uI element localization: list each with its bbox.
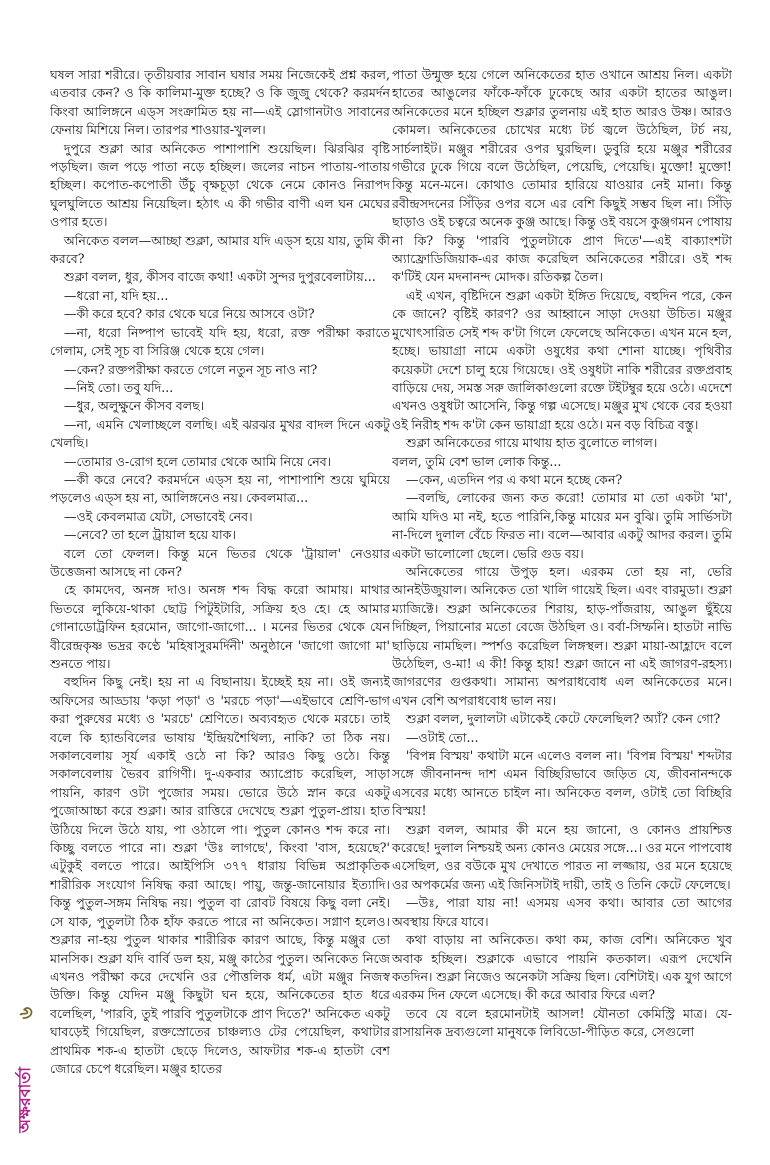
paragraph: শুক্লা অনিকেতের গায়ে মাথায় হাত বুলোতে লাগল।: [405, 435, 658, 451]
paragraph: —ধরো না, যদি হয়...: [63, 287, 169, 303]
paragraph: —ওই কেবলমাত্র যেটা, সেভাবেই নেব।: [63, 508, 253, 524]
right-column: [392, 66, 732, 1146]
paragraph: এই এখন, বৃষ্টিদিনে শুক্লা একটা ইঙ্গিত দিয়েছে, বহুদিন পরে, কেন কে জানে? বৃষ্টিই কারণ? ওর আহ্বানে সাড়া দেওয়া উচিত। মঞ্জুর মুখোৎসারিত সেই শব্দ ক'টা গিলে ফেলেছে অনিকেত। এখন মনে হল, হচ্ছে। ভায়াগ্রা নামে একটা ওষুধের কথা শোনা যাচ্ছে। পৃথিবীর কয়েকটা দেশে চালু হয়ে গিয়েছে। ওই ওষুধটা নাকি শরীরের রক্তপ্রবাহ বাড়িয়ে দেয়, সমস্ত সরু জালিকাগুলো রক্তে টইটম্বুর হয়ে ওঠে। এদেশে এখনও ওষুধটা আসেনি, কিন্তু গল্প এসেছে। মঞ্জুর মুখ থেকে বের হওয়া ওই নিরীহ শব্দ ক'টা কেন ভায়াগ্রা হয়ে ওঠে। মন বড় বিচিত্র বস্তু।: [392, 287, 732, 432]
paragraph: বলে তো ফেলল। কিন্তু মনে ভিতর থেকে 'ট্রায়াল' নেওয়ার উত্তেজনা আসছে না কেন?: [50, 545, 390, 579]
page-margin: [14, 1000, 38, 1150]
magazine-name: অক্ষরবার্তা: [15, 1067, 34, 1133]
paragraph: —বলছি, লোকের জন্য কত করো! তোমার মা তো একটা 'মা', আমি যদিও মা নই, হতে পারিনি,কিন্তু মায়ের মন বুঝি। তুমি সার্ভিসটা না-দিলে দুলাল বেঁচে ফিরত না। বলে—আবার একটু আদর করল। তুমি একটা ভালোলো ছেলে। ভেরি গুড বয়।: [392, 490, 732, 561]
paragraph: বহুদিন কিছু নেই। হয় না এ বিছানায়। ইচ্ছেই হয় না। ওই জন্যই অফিসের আড্ডায় 'কড়া পড়া' ও 'মরচে পড়া'—এইভাবে শ্রেণি-ভাগ করা পুরুষের মধ্যে ও 'মরচে' শ্রেণিতে। অব্যবহৃত থেকে মরচে। তাই বলে কি হ্যান্ডবিলের ভাষায় 'ইন্দ্রিয়শৈথিল্য, নাকি? তা ঠিক নয়। সকালবেলায় সূর্য একাই ওঠে না কি? আরও কিছু ওঠে। কিন্তু সকালবেলায় ভৈরব রাগিণী। দু-একবার অ্যাপ্রোচ করেছিল, সাড়া পায়নি, কারণ ওটা পুজোর সময়। ভোরে উঠে স্নান করে একটু পুজোআচ্চা করে শুক্লা। আর রাত্তিরে দেখেছে শুক্লা পুতুল-প্রায়। হাত উঠিয়ে দিলে উঠে যায়, পা ওঠালে পা। পুতুল কোনও শব্দ করে না। কিচ্ছু বলতে পারে না। শুক্লা 'উঃ লাগছে', কিংবা 'বাস, হয়েছে?' এটুকুই বলতে পারে। আইপিসি ৩৭৭ ধারায় বিভিন্ন অপ্রাকৃতিক শারীরিক সংযোগ নিষিদ্ধ করা আছে। পায়ু, জন্তু-জানোয়ার ইত্যাদি। কিন্তু পুতুল-সঙ্গম নিষিদ্ধ নয়। পুতুল বা রোবট বিষয়ে কিছু বলা নেই। সে যাক, পুতুলটা ঠিক হাঁফ করতে পারে না অনিকেত। সগ্নাণ হলেও। শুক্লার না-হয় পুতুল থাকার শারীরিক কারণ আছে, কিন্তু মঞ্জুর তো মানসিক। শুক্লা যদি বাৰ্বি ডল হয়, মঞ্জু কাঠের পুতুল। অনিকেত নিজে এখনও পরীক্ষা করে দেখেনি ওর পৌত্তলিক ধর্ম, এটা মঞ্জুর নিজস্ব উক্তি। কিন্তু যেদিন মঞ্জু কিছুটা ঘন হয়ে, অনিকেতের হাত ধরে বলেছিল, 'পারবি, তুই পারবি পুতুলটাকে প্রাণ দিতে?' অনিকেত একটু ঘাবড়েই গিয়েছিল, রক্তস্রোতের চাঞ্চল্যও টের পেয়েছিল, কথাটার প্রাথমিক শক-এ হাতটা ছেড়ে দিলেও, আফটার শক-এ হাতটা বেশ জোরে চেপে ধরেছিল। মঞ্জুর হাতের: [50, 674, 390, 1076]
paragraph: 'বিপন্ন বিস্ময়' কথাটা মনে এলেও বলল না। 'বিপন্ন বিস্ময়' শব্দটার সঙ্গে জীবনানন্দ দাশ এমন বিচ্ছিরিভাবে জড়িত যে, জীবনানন্দকে এসবের মধ্যে আনতে চাইল না। অনিকেত বলল, ওটাই তো বিচ্ছিরি বিস্ময়!: [392, 748, 732, 819]
paragraph: —কেন? রক্তপরীক্ষা করতে গেলে নতুন সূচ নাও না?: [63, 361, 318, 377]
paragraph: পাতা উন্মুক্ত হয়ে গেলে অনিকেতের হাত ওখানে আশ্রয় নিল। একটা হাতের আঙুলের ফাঁকে-ফাঁকে ঢুকেছে আর একটা হাতের আঙুল। অনিকেতের মনে হচ্ছিল শুক্লার তুলনায় এই হাত আরও উষ্ণ। আরও কোমল। অনিকেতের চোখের মধ্যে টর্চ জ্বলে উঠেছিল, টর্চ নয়, সার্চলাইট। মঞ্জুর শরীরের ওপর ঘুরছিল। ডুবুরি হয়ে মঞ্জুর শরীরের গভীরে ঢুকে গিয়ে বলে উঠেছিল, পেয়েছি, পেয়েছি। মুক্তো! মুক্তো! কিন্তু মনে-মনে। কোথাও তোমার হারিয়ে যাওয়ার নেই মানা। কিন্তু রবীন্দ্রসদনের সিঁড়ির ওপর বসে এর বেশি কিছুই সম্ভব ছিল না। সিঁড়ি ছাড়াও ওই চত্বরে অনেক কুঞ্জ আছে। কিন্তু ওই বয়সে কুঞ্জগমন পোষায় না কি? কিন্তু 'পারবি পুতুলটাকে প্রাণ দিতে'—এই বাক্যাংশটা অ্যাফ্রোডিজিয়াক-এর কাজ করেছিল অনিকেতের শরীরে। ওই শব্দ ক'টিই যেন মদনানন্দ মোদক। রতিকল্প তৈল।: [392, 67, 732, 285]
paragraph: হে কামদেব, অনঙ্গ দাও। অনঙ্গ শব্দ বিদ্ধ করো আমায়। মাথার ভিতরে লুকিয়ে-থাকা ছোট্ট পিটুইটারি, সক্রিয় হও হে। হে আমার গোনাডোট্রফিন হরমোন, জাগো-জাগো... । মনের ভিতর থেকে যেন বীরেন্দ্রকৃষ্ণ ভদ্রর কণ্ঠে 'মহিষাসুরমর্দিনী' অনুষ্ঠানে 'জাগো জাগো মা' শুনতে পায়।: [50, 582, 390, 671]
paragraph: কথা বাড়ায় না অনিকেত। কথা কম, কাজ বেশি। অনিকেত খুব অবাক হচ্ছিল। শুক্লাকে এভাবে পায়নি কতকাল। এরূপ দেখেনি কতদিন। শুক্লা নিজেও অনেকটা সক্রিয় ছিল। বেশিটাই। এক যুগ আগে এরকম দিন ফেলে এসেছে। কী করে আবার ফিরে এল?: [392, 932, 732, 1003]
paragraph: —নিই তো। তবু যদি...: [63, 379, 174, 395]
left-column: [50, 66, 390, 1146]
paragraph: তবে যে বলে হরমোনটাই আসল! যৌনতা কেমিস্ট্রি মাত্র। যে-রাসায়নিক দ্রব্যগুলো মানুষকে লিবিডো-পীড়িত করে, সেগুলো: [392, 1005, 732, 1040]
paragraph: —না, এমনি খেলাচ্ছলে বলছি। এই ঝরঝর মুখর বাদল দিনে একটু খেলছি।: [50, 416, 390, 451]
paragraph: দুপুরে শুক্লা আর অনিকেত পাশাপাশি শুয়েছিল। ঝিরঝির বৃষ্টি পড়ছিল। জল পড়ে পাতা নড়ে হচ্ছিল। জলের নাচন পাতায়-পাতায় হচ্ছিল। কপোত-কপোতী উঁচু বৃক্ষচূড়া থেকে নেমে কোনও নিরাপদ ঘুলঘুলিতে আশ্রয় নিয়েছিল। হঠাৎ এ কী গভীর বাণী এল ঘন মেঘের ওপার হতে।: [50, 140, 390, 230]
paragraph: —নেবে? তা হলে ট্রায়াল হয়ে যাক।: [63, 527, 236, 543]
paragraph: অনিকেতের গায়ে উপুড় হল। এরকম তো হয় না, ভেরি আনইউজুয়াল। অনিকেত তো খালি গায়েই ছিল। এবং বারমুডা। শুক্লা ম্যাজিক্টে। শুক্লা অনিকেতের শিরায়, হাড়-পাঁজরায়, আঙুল ছুঁইয়ে দিচ্ছিল, পিয়ানোর মতো বেজে উঠছিল ও। বর্বা-সিম্ফনি। হাতটা নাভি ছাড়িয়ে নামছিল। স্পর্শও করেছিল লিঙ্গস্থল। শুক্লা মায়া-আহ্লাদে বলে উঠেছিল, ও-মা! এ কী! কিন্তু হায়! শুক্লা জানে না এই জাগরণ-রহস্য। জাগরণের গুপ্তকথা। সামান্য অপরাধবোধ এল অনিকেতের মনে। এখন বেশি অপরাধবোধ ভাল নয়।: [392, 563, 732, 708]
paragraph: —উঃ, পারা যায় না! এসময় এসব কথা। আবার তো আগের অবস্থায় ফিরে যাবে।: [392, 895, 732, 929]
paragraph: —না, ধরো নিষ্পাপ ভাবেই যদি হয়, ধরো, রক্ত পরীক্ষা করাতে গেলাম, সেই সূচ বা সিরিঞ্জ থেকে হয়ে গেল।: [50, 324, 390, 359]
paragraph: —কী করে হবে? কার থেকে ঘরে নিয়ে আসবে ওটা?: [63, 306, 315, 322]
paragraph: শুক্লা বলল, আমার কী মনে হয় জানো, ও কোনও প্রায়শ্চিত্ত করেছে! দুলাল নিশ্চয়ই অন্য কোনও মেয়ের সঙ্গে...। ওর মনে পাপবোধ এসেছিল, ওর বউকে মুখ দেখাতে পারত না লজ্জায়, ওর মনে হয়েছে ওর অপকর্মের জন্য এই জিনিসটাই দায়ী, তাই ও তিনি কেটে ফেলেছে।: [392, 821, 732, 892]
paragraph: শুক্লা বলল, ধুর, কীসব বাজে কথা! একটা সুন্দর দুপুরবেলাটায়...: [63, 269, 376, 285]
paragraph: —ধুর, অলুক্ষুনে কীসব বলছ।: [63, 398, 205, 414]
paragraph: —তোমার ও-রোগ হলে তোমার থেকে আমি নিয়ে নেব।: [63, 453, 332, 469]
paragraph: —কেন, এতদিন পর এ কথা মনে হচ্ছে কেন?: [405, 471, 623, 487]
paragraph: —কী করে নেবে? করমর্দনে এড্‌স হয় না, পাশাপাশি শুয়ে ঘুমিয়ে পড়লেও এড্‌স হয় না, আলিঙ্গনেও নয়। কেবলমাত্র...: [50, 471, 390, 506]
paragraph: শুক্লা বলল, দুলালটা এটাকেই কেটে ফেলেছিল? অ্যাঁ? কেন গো?: [405, 711, 721, 727]
paragraph: অনিকেত বলল—আচ্ছা শুক্লা, আমার যদি এড্‌স হয়ে যায়, তুমি কী করবে?: [50, 232, 390, 267]
paragraph: —ওটাই তো...: [405, 729, 479, 745]
page-number: ৬: [15, 1006, 37, 1020]
paragraph: ঘষল সারা শরীরে। তৃতীয়বার সাবান ঘষার সময় নিজেকেই প্রশ্ন করল, এতবার কেন? ও কি কালিমা-মুক্ত হচ্ছে? ও কি জুজু থেকে? করমর্দন কিংবা আলিঙ্গনে এড্‌স সংক্রামিত হয় না—এই স্লোগানটাও সাবানের ফেনায় মিশিয়ে নিল। তারপর শাওয়ার-খুলল।: [50, 67, 390, 138]
paragraph: বলল, তুমি বেশ ভাল লোক কিন্তু...: [392, 453, 562, 469]
